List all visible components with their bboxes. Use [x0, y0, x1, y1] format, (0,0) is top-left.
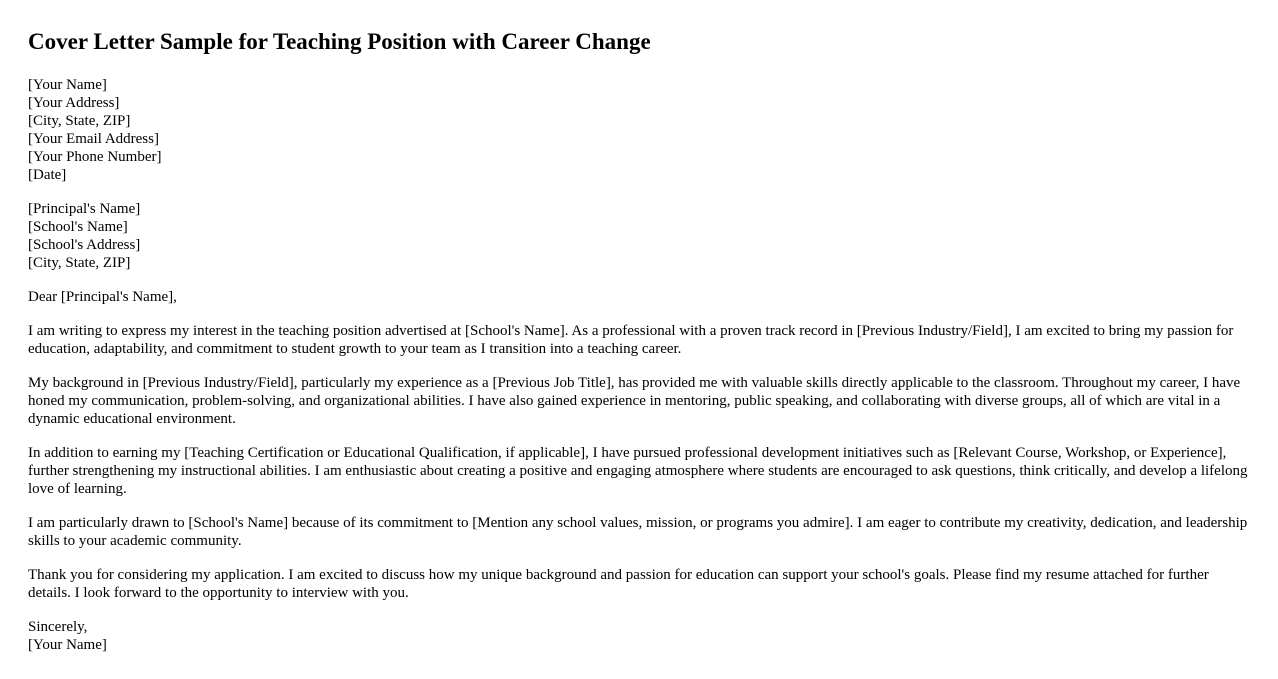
body-paragraph-5: Thank you for considering my application. I am excited to discuss how my unique background and passion for education can support your school's goals. Please find my resume attached for further details. I look forward to the opportunity to interview with you.	[28, 567, 1209, 601]
recipient-address: [School's Address]	[28, 237, 141, 253]
sender-email: [Your Email Address]	[28, 131, 159, 147]
closing-block	[28, 618, 1250, 654]
signature: [Your Name]	[28, 637, 107, 653]
sender-phone: [Your Phone Number]	[28, 149, 162, 165]
sender-name: [Your Name]	[28, 77, 107, 93]
body-paragraph-4: I am particularly drawn to [School's Name] because of its commitment to [Mention any school values, mission, or programs you admire]. I am eager to contribute my creativity, dedication, and leadership skills to your academic community.	[28, 515, 1248, 549]
document-page	[0, 29, 1278, 654]
recipient-city-state-zip: [City, State, ZIP]	[28, 255, 131, 271]
salutation: Dear [Principal's Name],	[28, 289, 177, 305]
body-paragraph-3: In addition to earning my [Teaching Certification or Educational Qualification, if applicable], I have pursued professional development initiatives such as [Relevant Course, Workshop, or Experience], further strengthening my instructional abilities. I am enthusiastic about creating a positive and engaging atmosphere where students are encouraged to ask questions, think critically, and develop a lifelong love of learning.	[28, 445, 1248, 497]
sender-address: [Your Address]	[28, 95, 120, 111]
recipient-address-block	[28, 200, 1250, 272]
recipient-name: [Principal's Name]	[28, 201, 141, 217]
sender-city-state-zip: [City, State, ZIP]	[28, 113, 131, 129]
body-paragraph-1: I am writing to express my interest in the teaching position advertised at [School's Name]. As a professional with a proven track record in [Previous Industry/Field], I am excited to bring my passion for education, adaptability, and commitment to student growth to your team as I transition into a teaching career.	[28, 323, 1234, 357]
letter-date: [Date]	[28, 167, 67, 183]
recipient-school: [School's Name]	[28, 219, 128, 235]
sender-address-block	[28, 76, 1250, 184]
page-title: Cover Letter Sample for Teaching Position with Career Change	[28, 29, 651, 54]
closing: Sincerely,	[28, 619, 88, 635]
body-paragraph-2: My background in [Previous Industry/Field], particularly my experience as a [Previous Job Title], has provided me with valuable skills directly applicable to the classroom. Throughout my career, I have honed my communication, problem-solving, and organizational abilities. I have also gained experience in mentoring, public speaking, and collaborating with diverse groups, all of which are vital in a dynamic educational environment.	[28, 375, 1241, 427]
